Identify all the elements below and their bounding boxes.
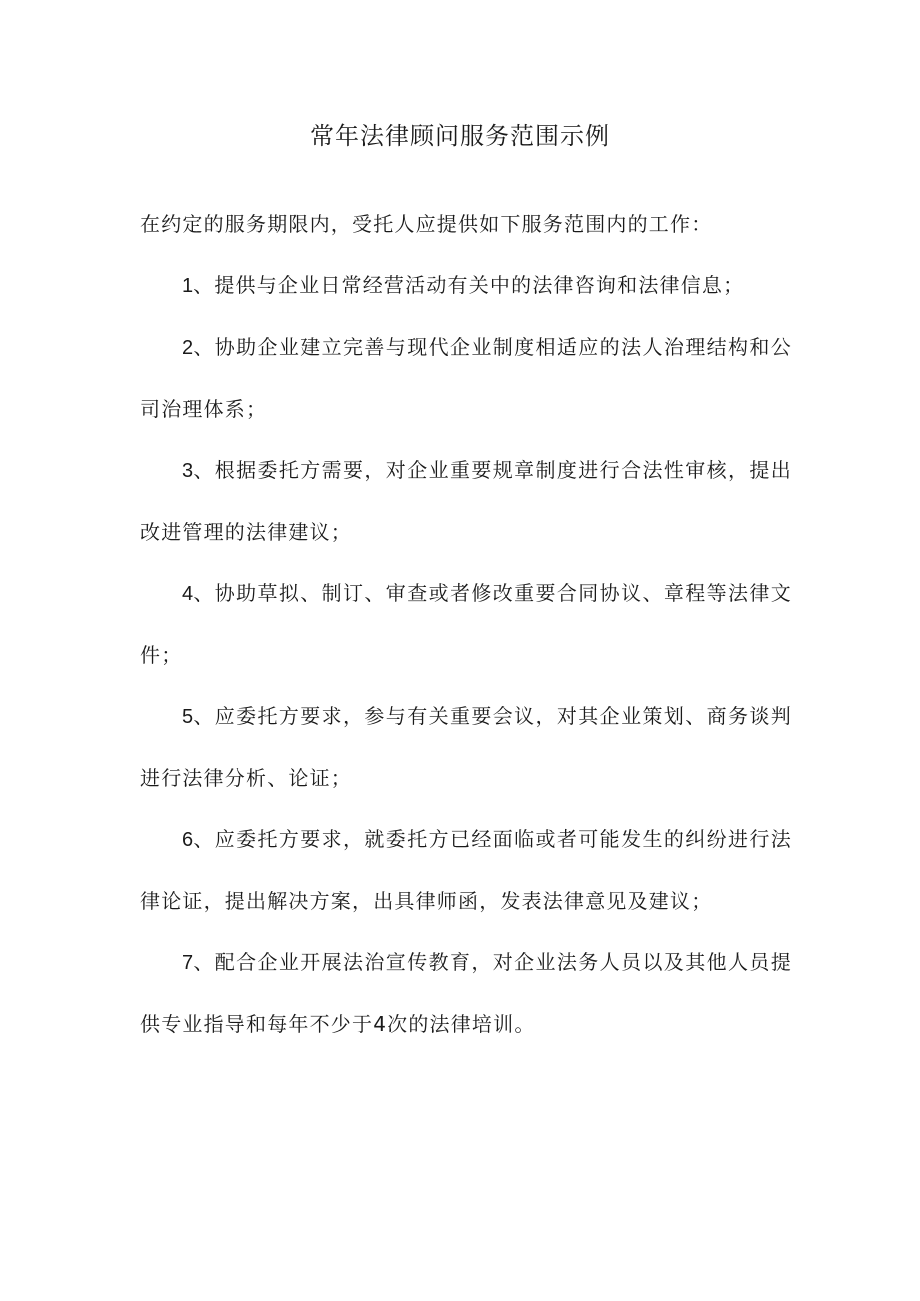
item-text: 、协助企业建立完善与现代企业制度相适应的法人治理结构和公司治理体系； — [140, 335, 792, 421]
document-body — [140, 194, 792, 1055]
list-item — [140, 563, 792, 686]
item-number: 4 — [182, 583, 194, 605]
item-number: 6 — [182, 829, 194, 851]
list-item — [140, 440, 792, 563]
item-text: 、根据委托方需要，对企业重要规章制度进行合法性审核，提出改进管理的法律建议； — [140, 458, 792, 544]
item-text: 、协助草拟、制订、审查或者修改重要合同协议、章程等法律文件； — [140, 581, 792, 667]
item-number: 1 — [182, 275, 194, 297]
item-text: 、应委托方要求，就委托方已经面临或者可能发生的纠纷进行法律论证，提出解决方案，出具律师函，发表法律意见及建议； — [140, 827, 792, 913]
list-item — [140, 317, 792, 440]
item-number: 3 — [182, 460, 194, 482]
item-text: 、应委托方要求，参与有关重要会议，对其企业策划、商务谈判进行法律分析、论证； — [140, 704, 792, 790]
item-number: 5 — [182, 706, 194, 728]
item-number: 7 — [182, 952, 194, 974]
list-item — [140, 932, 792, 1055]
list-item — [140, 255, 792, 317]
document-title: 常年法律顾问服务范围示例 — [310, 122, 610, 150]
item-text: 、提供与企业日常经营活动有关中的法律咨询和法律信息； — [193, 273, 745, 297]
intro-paragraph: 在约定的服务期限内，受托人应提供如下服务范围内的工作： — [140, 212, 713, 236]
list-item — [140, 809, 792, 932]
item-text: 、配合企业开展法治宣传教育，对企业法务人员以及其他人员提供专业指导和每年不少于4次的法律培训。 — [140, 950, 792, 1036]
item-number: 2 — [182, 337, 194, 359]
list-item — [140, 686, 792, 809]
